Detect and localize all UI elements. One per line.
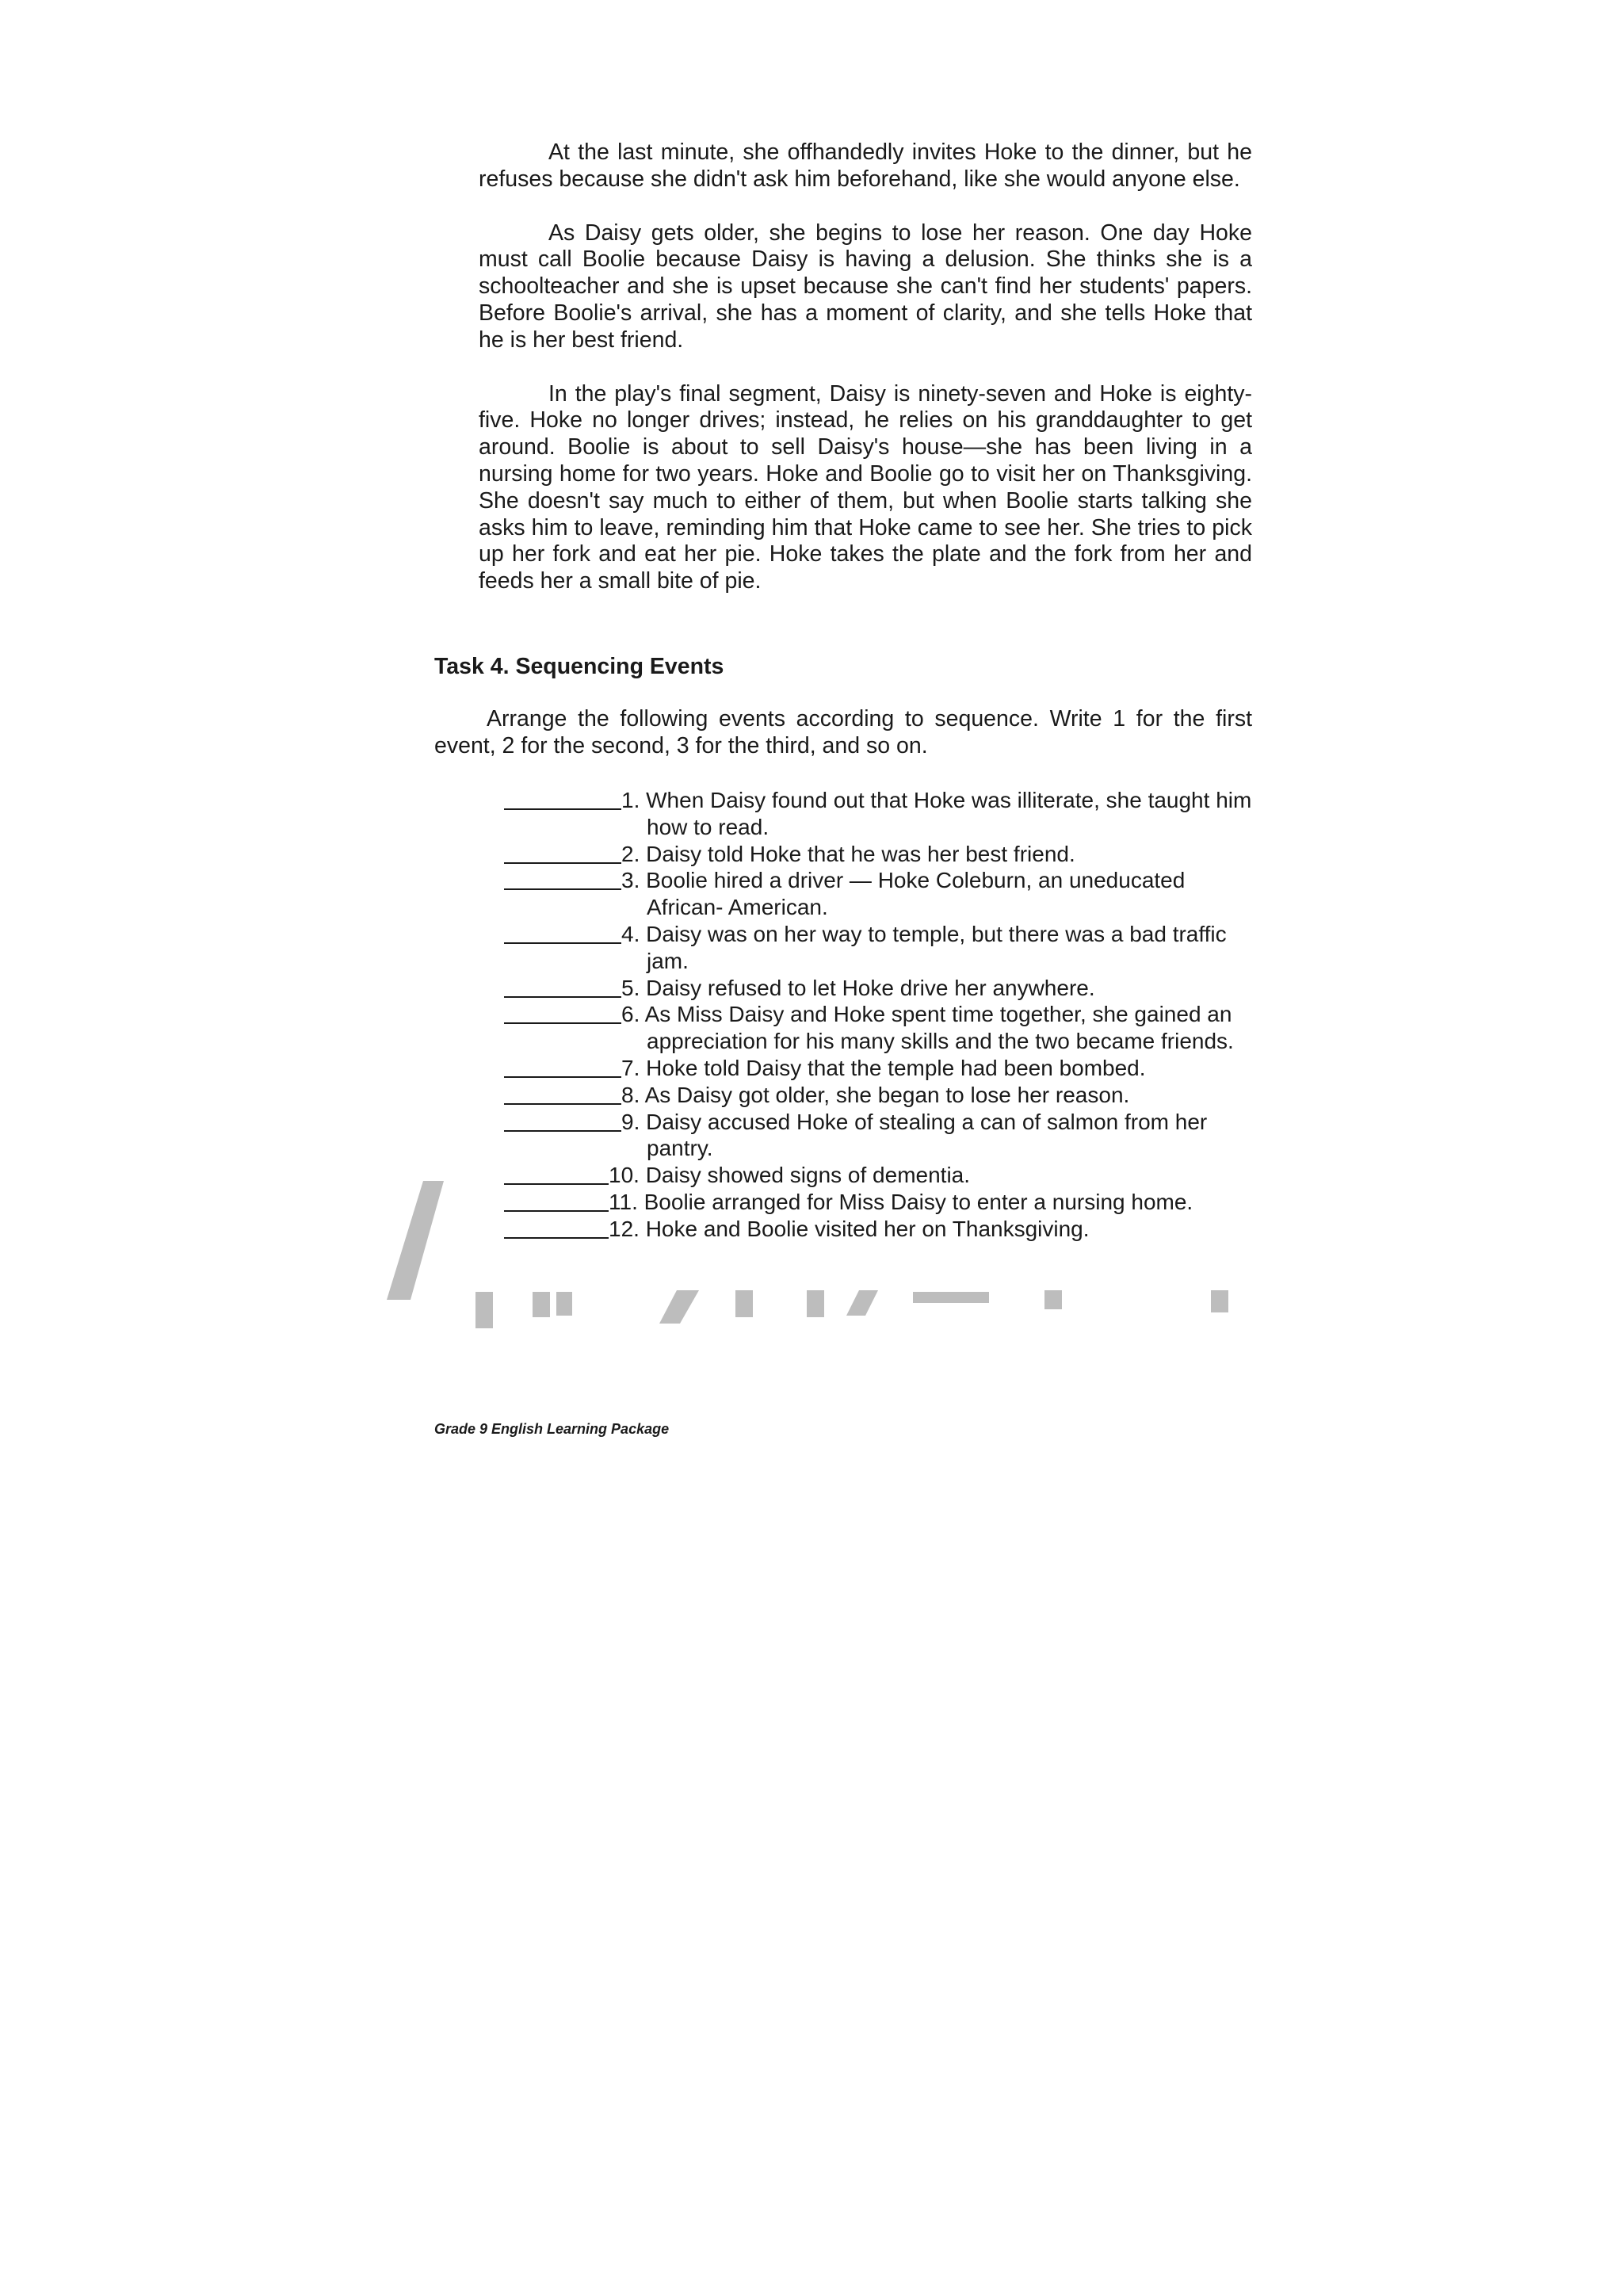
event-item [504, 841, 1265, 868]
event-text: 2. Daisy told Hoke that he was her best friend. [621, 841, 1075, 866]
answer-blank[interactable] [504, 975, 621, 998]
event-item [504, 1082, 1265, 1109]
story-paragraph: In the play's final segment, Daisy is ninety-seven and Hoke is eighty-five. Hoke no longer drives; instead, he relies on his granddaughter to get around. Boolie is about to sell Daisy's house—she has been living in a nursing home for two years. Hoke and Boolie go to visit her on Thanksgiving. She doesn't say much to either of them, but when Boolie starts talking she asks him to leave, reminding him that Hoke came to see her. She tries to pick up her fork and eat her pie. Hoke takes the plate and the fork from her and feeds her a small bite of pie. [479, 380, 1252, 594]
event-text: 6. As Miss Daisy and Hoke spent time together, she gained an appreciation for his many skills and the two became friends. [621, 1002, 1234, 1054]
event-text: 12. Hoke and Boolie visited her on Thanksgiving. [609, 1216, 1090, 1241]
task-instructions: Arrange the following events according to sequence. Write 1 for the first event, 2 for the second, 3 for the third, and so on. [434, 706, 1252, 758]
event-text: 8. As Daisy got older, she began to lose her reason. [621, 1082, 1130, 1107]
answer-blank[interactable] [504, 1109, 621, 1132]
answer-blank[interactable] [504, 1216, 609, 1239]
story-summary [479, 139, 1252, 622]
event-item [504, 787, 1265, 841]
answer-blank[interactable] [504, 1055, 621, 1078]
sequencing-events-list [504, 787, 1265, 1243]
event-text: 1. When Daisy found out that Hoke was illiterate, she taught him how to read. [621, 788, 1252, 839]
answer-blank[interactable] [504, 867, 621, 890]
story-paragraph: As Daisy gets older, she begins to lose her reason. One day Hoke must call Boolie because Daisy is having a delusion. She thinks she is a schoolteacher and she is upset because she can't find her students' papers. Before Boolie's arrival, she has a moment of clarity, and she tells Hoke that he is her best friend. [479, 220, 1252, 353]
answer-blank[interactable] [504, 841, 621, 864]
event-item [504, 867, 1265, 921]
event-item [504, 975, 1265, 1002]
event-text: 3. Boolie hired a driver — Hoke Coleburn, an uneducated African- American. [621, 868, 1186, 920]
answer-blank[interactable] [504, 1001, 621, 1024]
event-item [504, 921, 1265, 975]
event-item [504, 1162, 1265, 1189]
event-item [504, 1055, 1265, 1082]
event-item [504, 1109, 1265, 1163]
event-text: 7. Hoke told Daisy that the temple had been bombed. [621, 1055, 1146, 1080]
event-item [504, 1001, 1265, 1055]
story-paragraph: At the last minute, she offhandedly invites Hoke to the dinner, but he refuses because she didn't ask him beforehand, like she would anyone else. [479, 139, 1252, 192]
event-text: 11. Boolie arranged for Miss Daisy to enter a nursing home. [609, 1189, 1193, 1214]
footer-text: Grade 9 English Learning Package [434, 1421, 670, 1437]
answer-blank[interactable] [504, 1082, 621, 1105]
event-text: 10. Daisy showed signs of dementia. [609, 1163, 971, 1188]
task-heading: Task 4. Sequencing Events [434, 654, 724, 679]
event-text: 9. Daisy accused Hoke of stealing a can of salmon from her pantry. [621, 1109, 1208, 1161]
answer-blank[interactable] [504, 1162, 609, 1185]
answer-blank[interactable] [504, 921, 621, 944]
event-text: 4. Daisy was on her way to temple, but there was a bad traffic jam. [621, 921, 1227, 973]
event-text: 5. Daisy refused to let Hoke drive her anywhere. [621, 975, 1095, 1000]
event-item [504, 1189, 1265, 1216]
answer-blank[interactable] [504, 1189, 609, 1212]
answer-blank[interactable] [504, 787, 621, 810]
event-item [504, 1216, 1265, 1243]
